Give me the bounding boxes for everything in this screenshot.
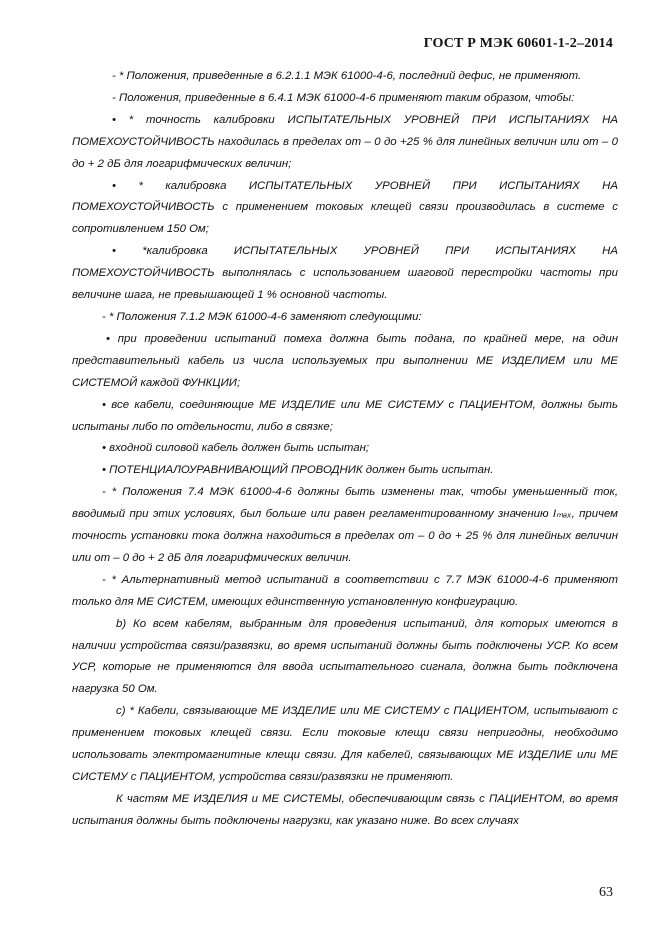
- paragraph: • * точность калибровки ИСПЫТАТЕЛЬНЫХ УРОВНЕЙ ПРИ ИСПЫТАНИЯХ НА ПОМЕХОУСТОЙЧИВОСТЬ находилась в пределах от – 0 до +25 % для линейных величин или от – 0 до + 2 дБ для логарифмических величин;: [72, 113, 618, 170]
- paragraph: - * Положения 7.4 МЭК 61000-4-6 должны быть изменены так, чтобы уменьшенный ток, вводимый при этих условиях, был больше или равен регламентированному значению Iₘₐₓ, причем точность установки тока должна находиться в пределах от – 0 до + 25 % для линейных величин или от – 0 до + 2 дБ для логарифмических величин.: [72, 486, 618, 564]
- paragraph: - * Альтернативный метод испытаний в соответствии с 7.7 МЭК 61000-4-6 применяют только для МЕ СИСТЕМ, имеющих единственную установленную конфигурацию.: [72, 573, 618, 608]
- paragraph: • при проведении испытаний помеха должна быть подана, по крайней мере, на один представительный кабель из числа используемых при выполнении МЕ ИЗДЕЛИЕМ или МЕ СИСТЕМОЙ каждой ФУНКЦИИ;: [72, 332, 618, 389]
- paragraph: • * калибровка ИСПЫТАТЕЛЬНЫХ УРОВНЕЙ ПРИ ИСПЫТАНИЯХ НА ПОМЕХОУСТОЙЧИВОСТЬ с применением токовых клещей связи производилась в системе с сопротивлением 150 Ом;: [72, 179, 618, 236]
- paragraph: b) Ко всем кабелям, выбранным для проведения испытаний, для которых имеются в наличии устройства связи/развязки, во время испытаний должны быть подключены УСР. Ко всем УСР, которые не применяются для ввода испытательного сигнала, должна быть подключена нагрузка 50 Ом.: [72, 617, 618, 696]
- document-body: [72, 66, 618, 833]
- paragraph: - * Положения 7.1.2 МЭК 61000-4-6 заменяют следующими:: [102, 310, 422, 323]
- paragraph: - * Положения, приведенные в 6.2.1.1 МЭК 61000-4-6, последний дефис, не применяют.: [112, 70, 582, 82]
- document-header: ГОСТ Р МЭК 60601-1-2–2014: [423, 36, 613, 51]
- paragraph: К частям МЕ ИЗДЕЛИЯ и МЕ СИСТЕМЫ, обеспечивающим связь с ПАЦИЕНТОМ, во время испытания должны быть подключены нагрузки, как указано ниже. Во всех случаях: [72, 792, 618, 827]
- paragraph: • входной силовой кабель должен быть испытан;: [102, 442, 370, 455]
- paragraph: c) * Кабели, связывающие МЕ ИЗДЕЛИЕ или МЕ СИСТЕМУ с ПАЦИЕНТОМ, испытывают с применением токовых клещей связи. Если токовые клещи связи непригодны, необходимо использовать электромагнитные клещи связи. Для кабелей, связывающих МЕ ИЗДЕЛИЕ или МЕ СИСТЕМУ с ПАЦИЕНТОМ, устройства связи/развязки не применяют.: [72, 705, 618, 783]
- paragraph: • все кабели, соединяющие МЕ ИЗДЕЛИЕ или МЕ СИСТЕМУ с ПАЦИЕНТОМ, должны быть испытаны либо по отдельности, либо в связке;: [72, 398, 618, 433]
- page-number: 63: [599, 885, 613, 900]
- paragraph: • ПОТЕНЦИАЛОУРАВНИВАЮЩИЙ ПРОВОДНИК должен быть испытан.: [102, 464, 494, 477]
- paragraph: • *калибровка ИСПЫТАТЕЛЬНЫХ УРОВНЕЙ ПРИ ИСПЫТАНИЯХ НА ПОМЕХОУСТОЙЧИВОСТЬ выполнялась с использованием шаговой перестройки частоты при величине шага, не превышающей 1 % основной частоты.: [72, 245, 618, 302]
- paragraph: - Положения, приведенные в 6.4.1 МЭК 61000-4-6 применяют таким образом, чтобы:: [112, 91, 575, 104]
